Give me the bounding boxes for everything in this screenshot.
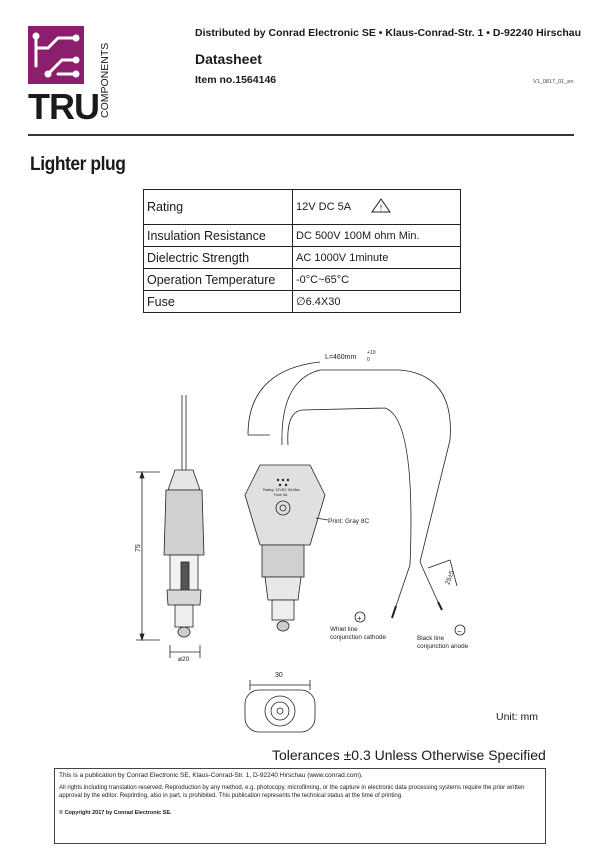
dim-30: 30 [275, 672, 283, 679]
minus-symbol: − [457, 627, 462, 636]
front-plug-drawing [245, 362, 465, 635]
page-title: Lighter plug [30, 154, 126, 175]
distributor-line: Distributed by Conrad Electronic SE • Klaus-Conrad-Str. 1 • D-92240 Hirschau [195, 27, 582, 39]
technical-drawing [120, 340, 520, 740]
table-row [144, 247, 461, 269]
logo-components-text: COMPONENTS [99, 42, 111, 118]
spec-name: Rating [144, 190, 293, 225]
end-view-drawing [245, 680, 315, 732]
table-row [144, 225, 461, 247]
length-tol-upper: +10 [367, 350, 376, 356]
plug-rating-label: Rating: 12VDC 5A Max [263, 488, 300, 492]
table-row [144, 291, 461, 313]
black-line-label: Black line [417, 635, 444, 642]
spec-value: AC 1000V 1minute [293, 247, 461, 269]
version-code: V1_0817_01_en [533, 79, 574, 85]
dim-20: ø20 [178, 656, 190, 663]
white-line-desc: conjunction cathode [330, 634, 387, 641]
print-label: Print: Gray 8C [328, 518, 370, 525]
publication-footer [54, 768, 546, 844]
svg-text:!: ! [380, 203, 383, 213]
table-row [144, 269, 461, 291]
length-label: L=460mm [325, 354, 357, 361]
plug-fuse-label: Fuse 5A [274, 493, 288, 497]
spec-value: DC 500V 100M ohm Min. [293, 225, 461, 247]
spec-value: ∅6.4X30 [293, 291, 461, 313]
item-number: Item no.1564146 [195, 74, 277, 86]
unit-label: Unit: mm [496, 711, 538, 723]
spec-value-cell [293, 190, 461, 225]
plus-symbol: + [357, 614, 362, 623]
tru-components-logo [28, 26, 128, 126]
spec-name: Operation Temperature [144, 269, 293, 291]
length-tol-lower: 0 [367, 357, 370, 363]
footer-line-1: This is a publication by Conrad Electronic SE, Klaus-Conrad-Str. 1, D-92240 Hirschau (www.conrad.com). [59, 772, 363, 779]
footer-copyright: © Copyright 2017 by Conrad Electronic SE. [59, 810, 172, 816]
footer-line-2: All rights including translation reserved. Reproduction by any method, e.g. photocopy, microfilming, or the capture in electronic data processing systems require the prior written approval by the editor. Reprinting, also in part, is prohibited. This publication represents the technical status at the time of printing. [59, 785, 525, 799]
spec-name: Dielectric Strength [144, 247, 293, 269]
spec-name: Fuse [144, 291, 293, 313]
doc-type: Datasheet [195, 51, 262, 67]
spec-name: Insulation Resistance [144, 225, 293, 247]
white-line-label: Whiet line [330, 626, 358, 633]
caution-triangle-icon [371, 198, 391, 216]
dim-75: 75 [135, 544, 142, 552]
header-divider [28, 134, 574, 136]
spec-value: 12V DC 5A [296, 200, 351, 213]
dim-25: 25±5 [444, 569, 456, 586]
table-row [144, 190, 461, 225]
black-line-desc: conjunction anode [417, 643, 469, 650]
spec-value: -0°C~65°C [293, 269, 461, 291]
side-plug-drawing [136, 395, 204, 658]
tolerance-text: Tolerances ±0.3 Unless Otherwise Specified [272, 747, 546, 763]
spec-table [143, 189, 461, 313]
logo-tru-text: TRU [28, 86, 99, 126]
